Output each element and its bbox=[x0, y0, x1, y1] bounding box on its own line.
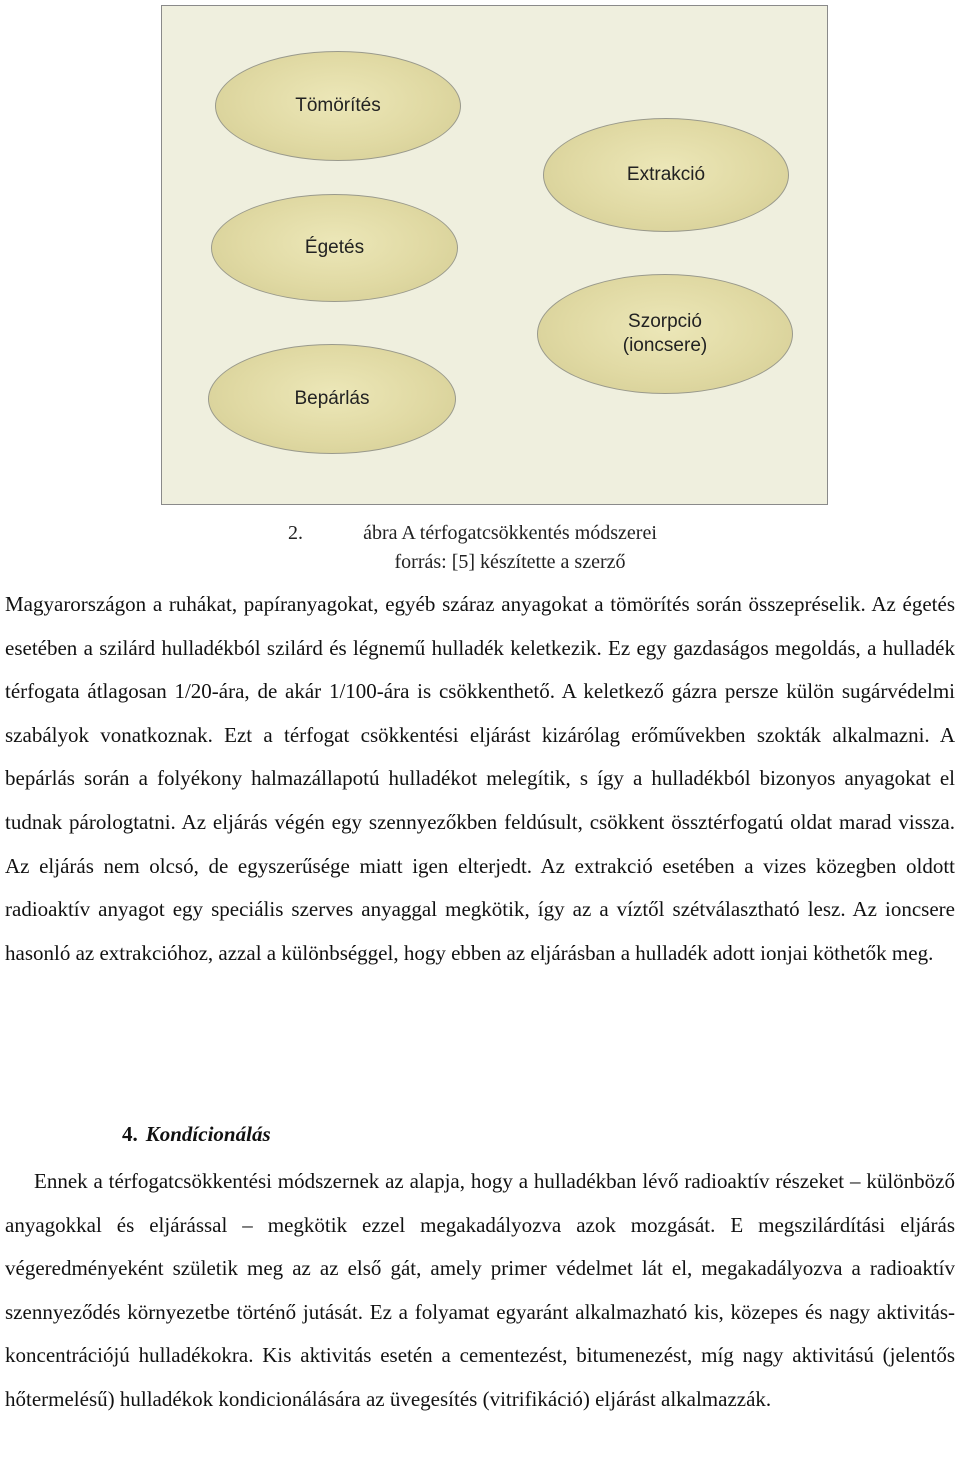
ellipse-label: Szorpció bbox=[628, 311, 702, 333]
ellipse-label-sub: (ioncsere) bbox=[622, 335, 708, 356]
section-heading bbox=[122, 1122, 271, 1147]
figure-panel bbox=[161, 5, 828, 505]
ellipse-tomorites bbox=[215, 51, 461, 161]
body-paragraph-2: Ennek a térfogatcsökkentési módszernek az alapja, hogy a hulladékban lévő radioaktív részeket – különböző anyagokkal és eljárással – megkötik ezzel megakadályozva azok mozgását. E megszilárdítási eljárás végeredményeként születik meg az az első gát, amely primer védelmet lát el, megakadályozva a radioaktív szennyeződés környezetbe történő jutását. Ez a folyamat egyaránt alkalmazható kis, közepes és nagy aktivitás-koncentrációjú hulladékokra. Kis aktivitás esetén a cementezést, bitumenezést, míg nagy aktivitású (jelentős hőtermelésű) hulladékok kondicionálására az üvegesítés (vitrifikáció) eljárást alkalmazzák. bbox=[5, 1169, 955, 1411]
ellipse-extrakcio bbox=[543, 118, 789, 232]
ellipse-label: Égetés bbox=[304, 237, 365, 259]
caption-title: ábra A térfogatcsökkentés módszerei bbox=[363, 522, 657, 544]
figure-source bbox=[0, 551, 960, 574]
ellipse-szorpcio bbox=[537, 274, 793, 394]
section-title: Kondícionálás bbox=[145, 1122, 271, 1146]
ellipse-label: Extrakció bbox=[626, 164, 706, 186]
caption-source: forrás: [5] készítette a szerző bbox=[394, 551, 626, 573]
ellipse-beparlas bbox=[208, 344, 456, 454]
ellipse-label: Bepárlás bbox=[294, 388, 370, 410]
ellipse-egetes bbox=[211, 194, 458, 302]
ellipse-label: Tömörítés bbox=[295, 95, 381, 117]
body-paragraph-1: Magyarországon a ruhákat, papíranyagokat, egyéb száraz anyagokat a tömörítés során összepréselik. Az égetés esetében a szilárd hulladékból szilárd és légnemű hulladék keletkezik. Ez egy gazdaságos megoldás, a hulladék térfogata átlagosan 1/20-ára, de akár 1/100-ára is csökkenthető. A keletkező gázra persze külön sugárvédelmi szabályok vonatkoznak. Ezt a térfogat csökkentési eljárást kizárólag erőművekben szokták alkalmazni. A bepárlás során a folyékony halmazállapotú hulladékot melegítik, s így a hulladékból bizonyos anyagokat el tudnak párologtatni. Az eljárás végén egy szennyezőkben feldúsult, csökkent össztérfogatú oldat marad vissza. Az eljárás nem olcsó, de egyszerűsége miatt igen elterjedt. Az extrakció esetében a vizes közegben oldott radioaktív anyagot egy speciális szerves anyaggal megkötik, így az a víztől szétválasztható lesz. Az ioncsere hasonló az extrakcióhoz, azzal a különbséggel, hogy ebben az eljárásban a hulladék adott ionjai köthetők meg. bbox=[5, 592, 955, 965]
section-number: 4. bbox=[122, 1122, 138, 1146]
figure-caption bbox=[0, 522, 960, 545]
caption-number: 2. bbox=[288, 522, 303, 544]
